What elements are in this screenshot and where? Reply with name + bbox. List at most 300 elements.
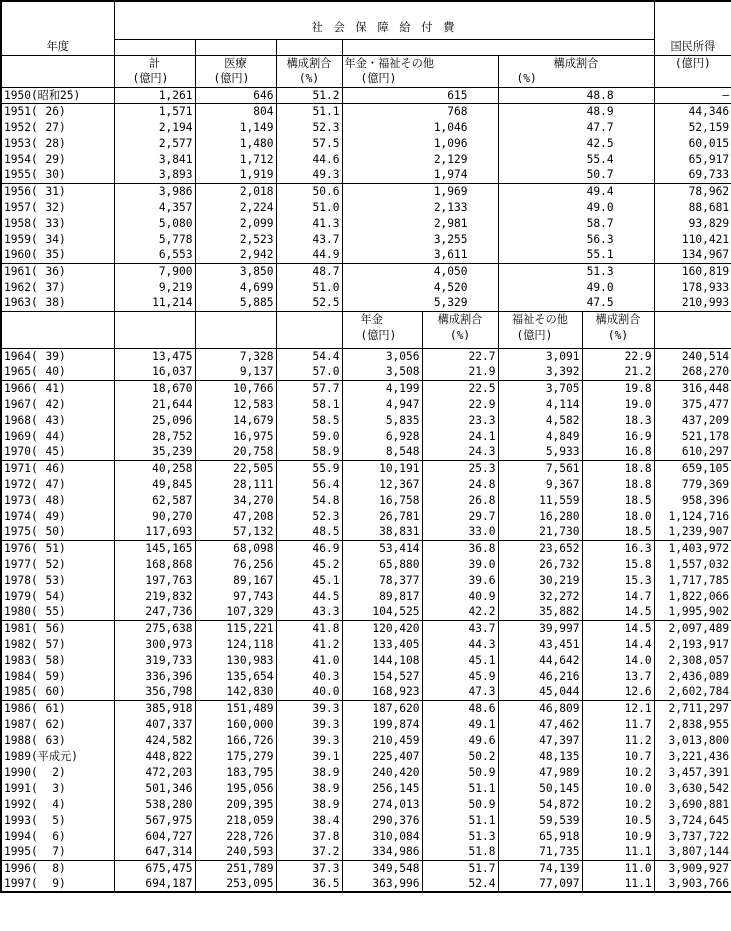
medical-ratio-cell: 52.3 [276,508,342,524]
blank [114,311,195,327]
year-cell [1,348,114,364]
welfare-cell: 46,216 [498,668,582,684]
pw-ratio-cell: 48.8 [498,87,654,103]
national-income-cell: 958,396 [654,492,731,508]
medical-cell: 97,743 [195,588,276,604]
welfare-cell: 74,139 [498,860,582,876]
medical-ratio-cell: 58.5 [276,412,342,428]
medical-ratio-cell: 39.1 [276,748,342,764]
year-label: 1995( [4,845,38,859]
year-label: 1956( [4,184,38,198]
era-year: 7) [52,845,66,859]
year-label: 1953( [4,136,38,150]
pw-ratio-cell: 49.0 [498,279,654,295]
medical-cell: 130,983 [195,652,276,668]
welfare-ratio-header: 構成割合 [582,311,654,327]
pension-header: 年金 [342,311,422,327]
blank [195,311,276,327]
national-income-cell: 3,903,766 [654,876,731,892]
pension-cell: 12,367 [342,476,422,492]
pension-ratio-cell: 22.7 [422,348,498,364]
pension-ratio-cell: 40.9 [422,588,498,604]
year-cell [1,103,114,119]
welfare-cell: 65,918 [498,828,582,844]
data-row-early [1,135,731,151]
year-cell [1,460,114,476]
data-row-late [1,716,731,732]
welfare-cell: 32,272 [498,588,582,604]
pw-ratio-cell: 49.0 [498,199,654,215]
pension-cell: 89,817 [342,588,422,604]
era-year: 56) [45,621,66,635]
year-label: 1971( [4,461,38,475]
medical-ratio-cell: 44.5 [276,588,342,604]
pension-cell: 199,874 [342,716,422,732]
pension-cell: 187,620 [342,700,422,716]
year-label: 1968( [4,413,38,427]
total-cell: 16,037 [114,364,195,380]
year-label: 1984( [4,669,38,683]
national-income-cell: 44,346 [654,103,731,119]
total-cell: 5,080 [114,215,195,231]
year-cell [1,604,114,620]
national-income-cell: 2,711,297 [654,700,731,716]
year-label: 1952( [4,120,38,134]
pension-cell: 334,986 [342,844,422,860]
data-row-late [1,668,731,684]
year-cell [1,860,114,876]
pension-cell: 225,407 [342,748,422,764]
year-cell [1,812,114,828]
year-label: 1950(昭和25) [4,88,81,102]
pension-cell: 3,508 [342,364,422,380]
medical-cell: 4,699 [195,279,276,295]
blank [654,327,731,343]
era-year: 2) [52,765,66,779]
year-cell [1,247,114,263]
pension-ratio-cell: 36.8 [422,540,498,556]
year-label: 1951( [4,104,38,118]
medical-ratio-cell: 48.5 [276,524,342,540]
data-row-late [1,620,731,636]
medical-cell: 9,137 [195,364,276,380]
pension-welfare-cell: 1,969 [342,183,498,199]
pension-ratio-cell: 39.6 [422,572,498,588]
welfare-cell: 77,097 [498,876,582,892]
welfare-cell: 4,114 [498,396,582,412]
medical-cell: 2,018 [195,183,276,199]
year-label: 1985( [4,685,38,699]
medical-ratio-cell: 40.3 [276,668,342,684]
welfare-cell: 3,091 [498,348,582,364]
welfare-ratio-cell: 14.5 [582,620,654,636]
data-row-late [1,636,731,652]
year-label: 1982( [4,637,38,651]
total-cell: 538,280 [114,796,195,812]
pension-ratio-cell: 47.3 [422,684,498,700]
pension-ratio-cell: 52.4 [422,876,498,892]
medical-ratio-cell: 49.3 [276,167,342,183]
year-label: 1954( [4,152,38,166]
data-row-early [1,231,731,247]
era-year: 54) [45,589,66,603]
year-label: 1977( [4,557,38,571]
welfare-cell: 11,559 [498,492,582,508]
data-row-early [1,263,731,279]
header-row-1 [1,1,731,17]
year-label: 1996( [4,861,38,875]
welfare-cell: 16,280 [498,508,582,524]
national-income-cell: 69,733 [654,167,731,183]
data-row-late [1,556,731,572]
blank [276,311,342,327]
group-title: 社 会 保 障 給 付 費 [114,17,654,39]
welfare-cell: 43,451 [498,636,582,652]
medical-ratio-cell: 46.9 [276,540,342,556]
era-year: 3) [52,781,66,795]
data-row-late [1,844,731,860]
pension-cell: 310,084 [342,828,422,844]
medical-ratio-cell: 45.2 [276,556,342,572]
year-label: 1972( [4,477,38,491]
total-cell: 13,475 [114,348,195,364]
medical-cell: 2,942 [195,247,276,263]
year-label: 1993( [4,813,38,827]
medical-cell: 12,583 [195,396,276,412]
year-label: 1958( [4,216,38,230]
welfare-ratio-cell: 21.2 [582,364,654,380]
year-label: 1967( [4,397,38,411]
year-header: 年度 [1,39,114,55]
year-cell [1,716,114,732]
welfare-ratio-cell: 15.3 [582,572,654,588]
medical-cell: 2,224 [195,199,276,215]
medical-cell: 2,099 [195,215,276,231]
pension-welfare-cell: 4,520 [342,279,498,295]
welfare-cell: 23,652 [498,540,582,556]
year-cell [1,87,114,103]
total-cell: 21,644 [114,396,195,412]
welfare-cell: 44,642 [498,652,582,668]
welfare-ratio-cell: 16.8 [582,444,654,460]
year-label: 1990( [4,765,38,779]
pension-cell: 274,013 [342,796,422,812]
total-cell: 6,553 [114,247,195,263]
year-cell [1,364,114,380]
era-year: 57) [45,637,66,651]
medical-ratio-cell: 57.5 [276,135,342,151]
medical-cell: 160,000 [195,716,276,732]
data-row-late [1,828,731,844]
welfare-ratio-cell: 10.7 [582,748,654,764]
pension-ratio-cell: 42.2 [422,604,498,620]
pension-welfare-header: 年金・福祉その他 [342,55,498,71]
welfare-cell: 26,732 [498,556,582,572]
data-row-late [1,428,731,444]
era-year: 50) [45,525,66,539]
pension-ratio-cell: 51.1 [422,812,498,828]
national-income-cell: 2,308,057 [654,652,731,668]
medical-ratio-cell: 54.4 [276,348,342,364]
year-cell [1,844,114,860]
medical-cell: 135,654 [195,668,276,684]
medical-cell: 209,395 [195,796,276,812]
year-cell [1,556,114,572]
total-cell: 3,893 [114,167,195,183]
national-income-cell: 240,514 [654,348,731,364]
welfare-ratio-cell: 14.5 [582,604,654,620]
medical-ratio-cell: 41.0 [276,652,342,668]
pension-welfare-cell: 1,046 [342,119,498,135]
medical-cell: 251,789 [195,860,276,876]
national-income-cell: 160,819 [654,263,731,279]
data-row-early [1,183,731,199]
year-cell [1,231,114,247]
pension-ratio-cell: 50.9 [422,796,498,812]
total-cell: 35,239 [114,444,195,460]
welfare-cell: 47,397 [498,732,582,748]
national-income-cell: 2,436,089 [654,668,731,684]
year-label: 1978( [4,573,38,587]
era-year: 28) [45,136,66,150]
pw-ratio-cell: 51.3 [498,263,654,279]
welfare-ratio-cell: 11.2 [582,732,654,748]
welfare-ratio-cell: 10.2 [582,796,654,812]
medical-ratio-header: 構成割合 [276,55,342,71]
pw-ratio-cell: 48.9 [498,103,654,119]
pension-cell: 4,199 [342,380,422,396]
total-cell: 604,727 [114,828,195,844]
welfare-ratio-cell: 16.9 [582,428,654,444]
national-income-cell: 52,159 [654,119,731,135]
data-row-early [1,103,731,119]
national-income-cell: 210,993 [654,295,731,311]
pension-cell: 65,880 [342,556,422,572]
era-year: 55) [45,605,66,619]
year-cell [1,183,114,199]
data-row-late [1,732,731,748]
year-label: 1983( [4,653,38,667]
welfare-ratio-cell: 12.1 [582,700,654,716]
pension-cell: 3,056 [342,348,422,364]
national-income-cell: 60,015 [654,135,731,151]
pension-cell: 8,548 [342,444,422,460]
medical-cell: 1,919 [195,167,276,183]
pension-ratio-cell: 45.9 [422,668,498,684]
medical-ratio-cell: 55.9 [276,460,342,476]
data-row-late [1,876,731,892]
medical-ratio-cell: 51.2 [276,87,342,103]
total-cell: 300,973 [114,636,195,652]
welfare-header: 福祉その他 [498,311,582,327]
medical-cell: 804 [195,103,276,119]
welfare-cell: 21,730 [498,524,582,540]
total-cell: 5,778 [114,231,195,247]
pw-ratio-cell: 58.7 [498,215,654,231]
medical-ratio-cell: 39.3 [276,732,342,748]
medical-ratio-cell: 56.4 [276,476,342,492]
welfare-ratio-unit: (%) [582,327,654,343]
pension-cell: 290,376 [342,812,422,828]
year-cell [1,764,114,780]
welfare-ratio-cell: 13.7 [582,668,654,684]
era-year: 61) [45,701,66,715]
year-cell [1,444,114,460]
pension-ratio-cell: 48.6 [422,700,498,716]
national-income-cell: 3,013,800 [654,732,731,748]
total-cell: 219,832 [114,588,195,604]
pw-ratio-unit: (%) [498,71,654,87]
national-income-header: 国民所得 [654,39,731,55]
medical-cell: 183,795 [195,764,276,780]
total-cell: 1,571 [114,103,195,119]
data-row-late [1,476,731,492]
year-label: 1976( [4,541,38,555]
welfare-cell: 54,872 [498,796,582,812]
welfare-ratio-cell: 10.9 [582,828,654,844]
medical-unit: (億円) [195,71,276,87]
medical-ratio-cell: 40.0 [276,684,342,700]
pension-cell: 53,414 [342,540,422,556]
welfare-ratio-cell: 14.0 [582,652,654,668]
medical-cell: 195,056 [195,780,276,796]
total-cell: 168,868 [114,556,195,572]
pension-ratio-cell: 33.0 [422,524,498,540]
medical-ratio-cell: 38.9 [276,796,342,812]
era-year: 5) [52,813,66,827]
total-cell: 4,357 [114,199,195,215]
pension-welfare-cell: 2,981 [342,215,498,231]
era-year: 40) [45,365,66,379]
national-income-cell: 659,105 [654,460,731,476]
welfare-ratio-cell: 11.7 [582,716,654,732]
pw-ratio-cell: 47.7 [498,119,654,135]
welfare-cell: 4,582 [498,412,582,428]
pension-ratio-cell: 51.3 [422,828,498,844]
pension-cell: 120,420 [342,620,422,636]
data-row-late [1,652,731,668]
data-row-early [1,215,731,231]
national-income-cell: 2,602,784 [654,684,731,700]
total-cell: 567,975 [114,812,195,828]
data-row-late [1,412,731,428]
welfare-ratio-cell: 14.7 [582,588,654,604]
total-cell: 145,165 [114,540,195,556]
total-cell: 28,752 [114,428,195,444]
header-row-2 [1,17,731,39]
medical-ratio-cell: 58.1 [276,396,342,412]
year-label: 1994( [4,829,38,843]
medical-ratio-cell: 37.8 [276,828,342,844]
pension-ratio-cell: 44.3 [422,636,498,652]
total-cell: 385,918 [114,700,195,716]
pw-unit: (億円) [342,71,498,87]
welfare-cell: 45,044 [498,684,582,700]
medical-ratio-cell: 37.3 [276,860,342,876]
year-cell [1,668,114,684]
medical-ratio-cell: 57.0 [276,364,342,380]
pension-cell: 5,835 [342,412,422,428]
year-label: 1988( [4,733,38,747]
pension-cell: 133,405 [342,636,422,652]
medical-ratio-cell: 58.9 [276,444,342,460]
year-cell [1,151,114,167]
year-cell [1,524,114,540]
national-income-cell: 1,239,907 [654,524,731,540]
medical-cell: 1,480 [195,135,276,151]
pension-ratio-cell: 50.9 [422,764,498,780]
national-income-cell: 2,838,955 [654,716,731,732]
medical-cell: 20,758 [195,444,276,460]
year-label: 1963( [4,296,38,310]
total-cell: 11,214 [114,295,195,311]
pension-ratio-cell: 51.8 [422,844,498,860]
welfare-ratio-cell: 15.8 [582,556,654,572]
medical-cell: 228,726 [195,828,276,844]
pension-cell: 363,996 [342,876,422,892]
year-label: 1986( [4,701,38,715]
welfare-ratio-cell: 18.0 [582,508,654,524]
national-income-cell: 779,369 [654,476,731,492]
medical-ratio-cell: 41.2 [276,636,342,652]
welfare-ratio-cell: 11.1 [582,876,654,892]
data-row-late [1,348,731,364]
pension-welfare-cell: 3,611 [342,247,498,263]
total-cell: 319,733 [114,652,195,668]
pension-cell: 10,191 [342,460,422,476]
data-row-late [1,364,731,380]
national-income-cell: 88,681 [654,199,731,215]
pension-welfare-cell: 615 [342,87,498,103]
total-cell: 7,900 [114,263,195,279]
year-label: 1965( [4,365,38,379]
medical-ratio-cell: 44.6 [276,151,342,167]
era-year: 46) [45,461,66,475]
welfare-cell: 59,539 [498,812,582,828]
total-cell: 336,396 [114,668,195,684]
data-row-late [1,604,731,620]
medical-cell: 151,489 [195,700,276,716]
era-year: 60) [45,685,66,699]
era-year: 8) [52,861,66,875]
national-income-cell: 3,690,881 [654,796,731,812]
national-income-cell: 3,737,722 [654,828,731,844]
national-income-cell: 110,421 [654,231,731,247]
year-label: 1981( [4,621,38,635]
welfare-cell: 39,997 [498,620,582,636]
medical-cell: 115,221 [195,620,276,636]
medical-ratio-unit: (%) [276,71,342,87]
header-row-3 [1,39,731,55]
welfare-cell: 48,135 [498,748,582,764]
pension-welfare-cell: 2,129 [342,151,498,167]
total-cell: 448,822 [114,748,195,764]
pension-welfare-cell: 1,096 [342,135,498,151]
medical-cell: 142,830 [195,684,276,700]
era-year: 39) [45,349,66,363]
welfare-cell: 5,933 [498,444,582,460]
year-cell [1,396,114,412]
welfare-ratio-cell: 18.8 [582,460,654,476]
pw-ratio-cell: 55.4 [498,151,654,167]
year-cell [1,295,114,311]
pension-ratio-cell: 50.2 [422,748,498,764]
national-income-cell: 3,909,927 [654,860,731,876]
pension-ratio-cell: 39.0 [422,556,498,572]
medical-cell: 14,679 [195,412,276,428]
medical-ratio-cell: 45.1 [276,572,342,588]
national-income-cell: 65,917 [654,151,731,167]
